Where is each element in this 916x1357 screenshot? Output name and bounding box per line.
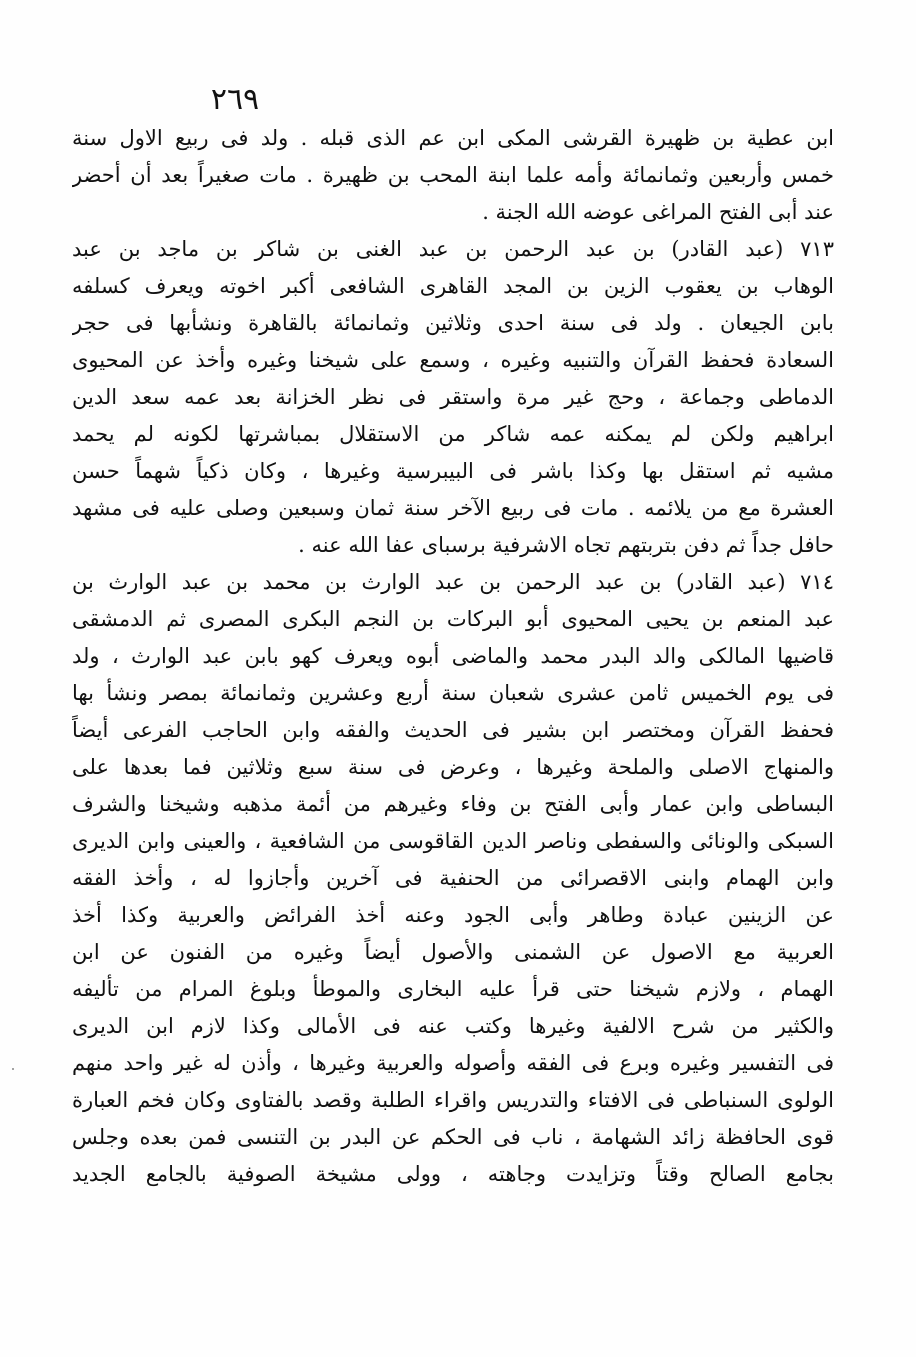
text-line: والمنهاج الاصلى والملحة وغيرها ، وعرض فى سنة سبع وثلاثين فما بعدها على	[72, 755, 834, 779]
text-line: ابراهيم ولكن لم يمكنه عمه شاكر من الاستقلال بمباشرتها لكونه لم يحمد	[72, 422, 834, 446]
text-line: فحفظ القرآن ومختصر ابن بشير فى الحديث والفقه وابن الحاجب الفرعى أيضاً	[72, 718, 834, 742]
text-line: ٧١٣ (عبد القادر) بن عبد الرحمن بن عبد الغنى بن شاكر بن ماجد بن عبد	[72, 237, 834, 261]
text-line: بجامع الصالح وقتاً وتزايدت وجاهته ، وولى مشيخة الصوفية بالجامع الجديد	[72, 1162, 834, 1186]
text-line: عبد المنعم بن يحيى المحيوى أبو البركات بن النجم البكرى المصرى ثم الدمشقى	[72, 607, 834, 631]
text-line: خمس وأربعين وثمانمائة وأمه علما ابنة المحب بن ظهيرة . مات صغيراً بعد أن أحضر	[72, 163, 834, 187]
page-number: ٢٦٩	[210, 82, 260, 117]
text-line: العشرة مع من يلائمه . مات فى ربيع الآخر سنة ثمان وسبعين وصلى عليه فى مشهد	[72, 496, 834, 520]
text-line: ابن عطية بن ظهيرة القرشى المكى ابن عم الذى قبله . ولد فى ربيع الاول سنة	[72, 126, 834, 150]
text-line: حافل جداً ثم دفن بتربتهم تجاه الاشرفية برسباى عفا الله عنه .	[298, 533, 834, 557]
page-text	[72, 120, 834, 1193]
text-line: بابن الجيعان . ولد فى سنة احدى وثلاثين وثمانمائة بالقاهرة ونشأبها فى حجر	[72, 311, 834, 335]
text-line: والكثير من شرح الالفية وغيرها وكتب عنه فى الأمالى وكذا لازم ابن الديرى	[72, 1014, 834, 1038]
text-line: ٧١٤ (عبد القادر) بن عبد الرحمن بن عبد الوارث بن محمد بن عبد الوارث بن	[72, 570, 834, 594]
text-line: السعادة فحفظ القرآن والتنبيه وغيره ، وسمع على شيخنا وغيره وأخذ عن المحيوى	[72, 348, 834, 372]
text-line: فى التفسير وغيره وبرع فى الفقه وأصوله والعربية وغيرها ، وأذن له غير واحد منهم	[72, 1051, 834, 1075]
text-line: قاضيها المالكى والد البدر محمد والماضى أبوه ويعرف كهو بابن عبد الوارث ، ولد	[72, 644, 834, 668]
text-line: فى يوم الخميس ثامن عشرى شعبان سنة أربع وعشرين وثمانمائة بمصر ونشأ بها	[72, 681, 834, 705]
text-line: البساطى وابن عمار وأبى الفتح بن وفاء وغيرهم من أئمة مذهبه وشيخنا والشرف	[72, 792, 834, 816]
text-line: مشيه ثم استقل بها وكذا باشر فى البيبرسية وغيرها ، وكان ذكياً شهماً حسن	[72, 459, 834, 483]
text-line: وابن الهمام وابنى الاقصرائى من الحنفية فى آخرين وأجازوا له ، وأخذ الفقه	[72, 866, 834, 890]
text-line: الولوى السنباطى فى الافتاء والتدريس واقراء الطلبة وقصد بالفتاوى وكان فخم العبارة	[72, 1088, 834, 1112]
text-line: الدماطى وجماعة ، وحج غير مرة واستقر فى نظر الخزانة بعد عمه سعد الدين	[72, 385, 834, 409]
text-line: عن الزينين عبادة وطاهر وأبى الجود وعنه أخذ الفرائض والعربية وكذا أخذ	[72, 903, 834, 927]
scan-speck	[12, 1068, 14, 1070]
text-line: الهمام ، ولازم شيخنا حتى قرأ عليه البخارى والموطأ وبلوغ المرام من تأليفه	[72, 977, 834, 1001]
text-line: الوهاب بن يعقوب الزين بن المجد القاهرى الشافعى أكبر اخوته ويعرف كسلفه	[72, 274, 834, 298]
text-line: عند أبى الفتح المراغى عوضه الله الجنة .	[482, 200, 834, 224]
text-line: قوى الحافظة زائد الشهامة ، ناب فى الحكم عن البدر بن التنسى فمن بعده وجلس	[72, 1125, 834, 1149]
text-line: السبكى والونائى والسفطى وناصر الدين القاقوسى من الشافعية ، والعينى وابن الديرى	[72, 829, 834, 853]
text-line: العربية مع الاصول عن الشمنى والأصول أيضاً وغيره من الفنون عن ابن	[72, 940, 834, 964]
